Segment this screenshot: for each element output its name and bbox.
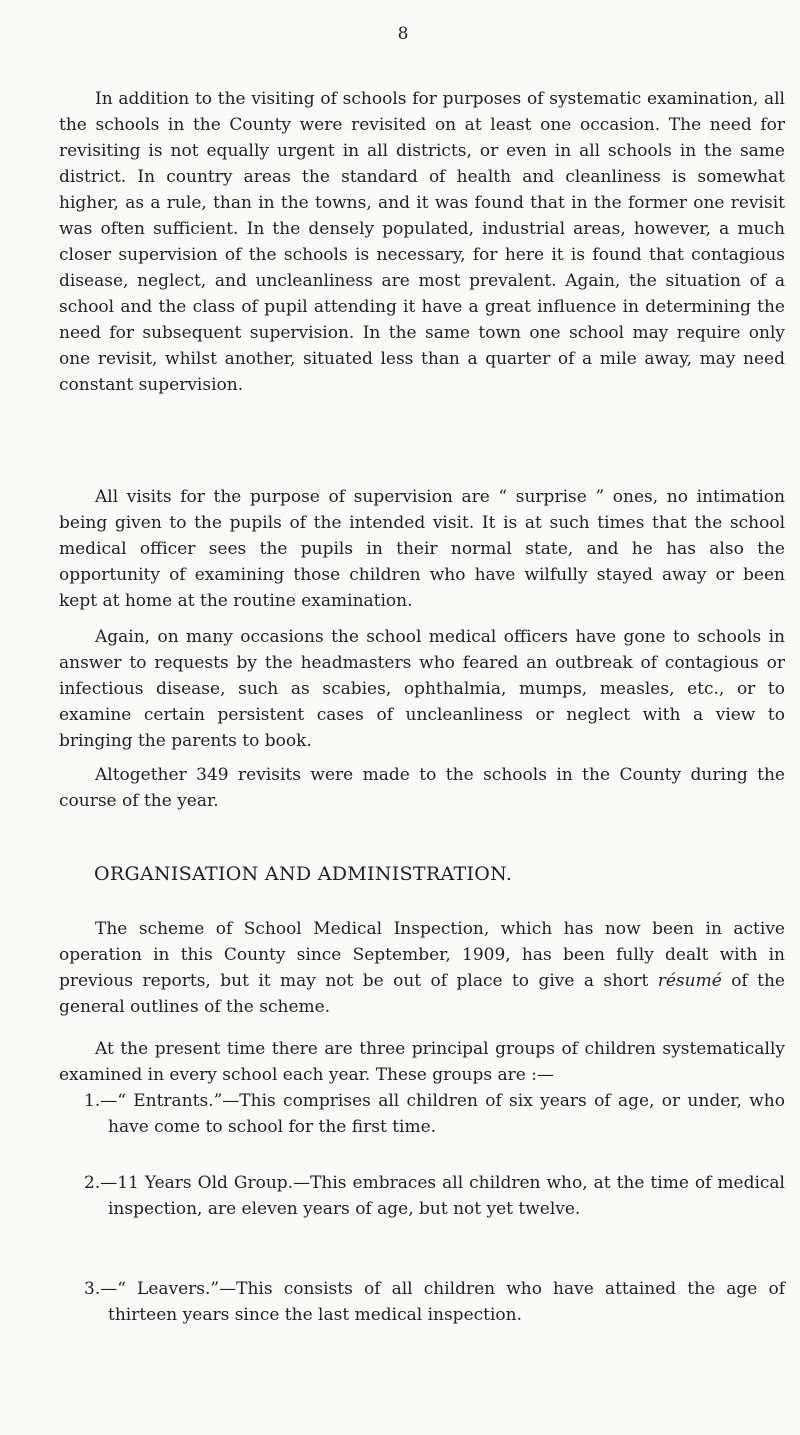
group-item-leavers: 3.—“ Leavers.”—This consists of all children who have attained the age of thirteen years since the last medical inspection. xyxy=(84,1279,785,1325)
page-number: 8 xyxy=(397,24,409,44)
scheme-text-before: The scheme of School Medical Inspection, which has now been in active operation in this County since September, 1909, has been fully dealt with in previous reports, but it may not be out of place to give a short xyxy=(59,919,785,991)
section-heading: ORGANISATION AND ADMINISTRATION. xyxy=(94,863,513,885)
group-item-entrants: 1.—“ Entrants.”—This comprises all children of six years of age, or under, who have come to school for the first time. xyxy=(84,1091,785,1137)
paragraph-revisiting: In addition to the visiting of schools for purposes of systematic examination, all the schools in the County were revisited on at least one occasion. The need for revisiting is not equally urgent in all districts, or even in all schools in the same district. In country areas the standard of health and cleanliness is somewhat higher, as a rule, than in the towns, and it was found that in the former one revisit was often sufficient. In the densely populated, industrial areas, however, a much closer supervision of the schools is necessary, for here it is found that contagious disease, neglect, and uncleanliness are most prevalent. Again, the situation of a school and the class of pupil attending it have a great influence in determining the need for subsequent supervision. In the same town one school may require only one revisit, whilst another, situated less than a quarter of a mile away, may need constant supervision. xyxy=(59,89,785,395)
paragraph-groups-intro: At the present time there are three principal groups of children systematically examined in every school each year. These groups are :— xyxy=(59,1039,785,1085)
scheme-text-after: of the general outlines of the scheme. xyxy=(59,971,785,1017)
paragraph-scheme xyxy=(59,916,785,1020)
scheme-italic-word: résumé xyxy=(657,971,722,991)
paragraph-revisit-total: Altogether 349 revisits were made to the schools in the County during the course of the year. xyxy=(59,765,785,811)
paragraph-headmaster-requests: Again, on many occasions the school medical officers have gone to schools in answer to requests by the headmasters who feared an outbreak of contagious or infectious disease, such as scabies, ophthalmia, mumps, measles, etc., or to examine certain persistent cases of uncleanliness or neglect with a view to bringing the parents to book. xyxy=(59,627,785,751)
group-item-eleven-years: 2.—11 Years Old Group.—This embraces all children who, at the time of medical inspection, are eleven years of age, but not yet twelve. xyxy=(84,1173,785,1219)
paragraph-surprise-visits: All visits for the purpose of supervision are “ surprise ” ones, no intimation being given to the pupils of the intended visit. It is at such times that the school medical officer sees the pupils in their normal state, and he has also the opportunity of examining those children who have wilfully stayed away or been kept at home at the routine examination. xyxy=(59,487,785,611)
